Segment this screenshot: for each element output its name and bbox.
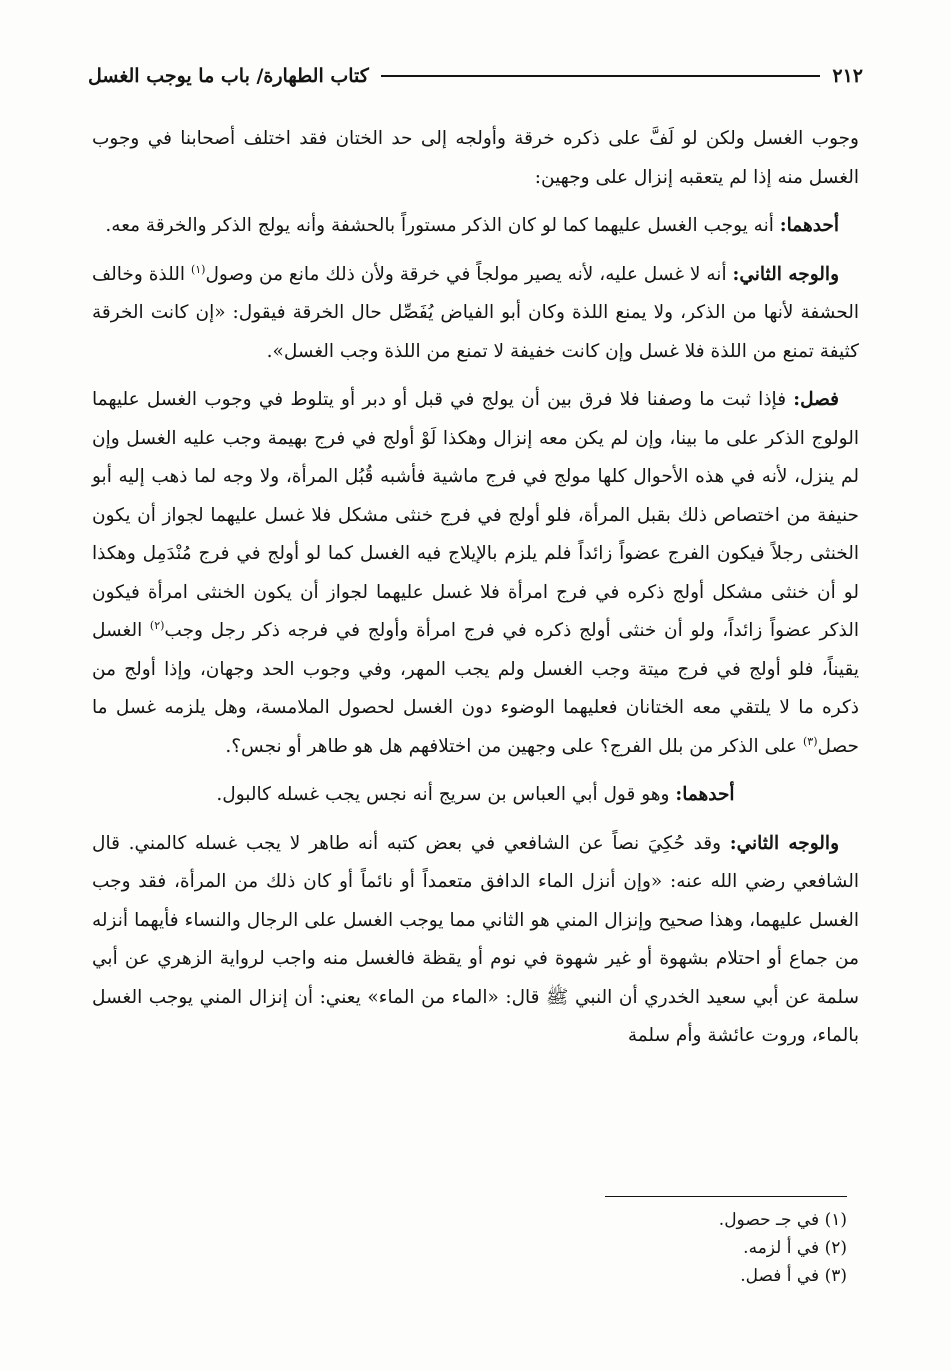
paragraph-lead: والوجه الثاني:: [729, 832, 839, 854]
paragraph-text: اللذة وخالف الحشفة لأنها من الذكر، ولا يمنع اللذة وكان أبو الفياض يُفَصِّل حال الخرقة فيقول: «إن كانت الخرقة كثيفة تمنع من اللذة فلا غسل وإن كانت خفيفة لا تمنع من اللذة وجب الغسل».: [92, 263, 859, 362]
paragraph-text: الغسل يقيناً، فلو أولج في فرج ميتة وجب الغسل ولم يجب المهر، وفي وجوب الحد وجهان، وإذا أولج من ذكره ما لا يلتقي معه الختانان فعليهما الوضوء دون الغسل لحصول الملامسة، وهل يلزمه غسل ما حصل: [92, 620, 859, 757]
footnotes: [92, 1206, 847, 1290]
paragraph-lead: أحدهما:: [675, 784, 735, 805]
paragraph-6: [92, 825, 859, 1056]
paragraph-text: على الذكر من بلل الفرج؟ على وجهين من اختلافهم هل هو طاهر أو نجس؟.: [225, 735, 803, 757]
paragraph-lead: أحدهما:: [779, 215, 839, 236]
footnote-3: (٣) في أ فصل.: [740, 1266, 847, 1286]
paragraph-lead: والوجه الثاني:: [732, 263, 840, 285]
running-header: [88, 56, 863, 96]
footnote-1: (١) في جـ حصول.: [718, 1210, 847, 1230]
paragraph-text: أنه لا غسل عليه، لأنه يصير مولجاً في خرقة ولأن ذلك مانع من وصول: [205, 263, 733, 285]
paragraph-1: وجوب الغسل ولكن لو لَفَّ على ذكره خرقة وأولجه إلى حد الختان فقد اختلف أصحابنا في وجوب الغسل منه إذا لم يتعقبه إنزال على وجهين:: [92, 128, 859, 188]
page-number: ٢١٢: [832, 65, 863, 87]
paragraph-text: أنه يوجب الغسل عليهما كما لو كان الذكر مستوراً بالحشفة وأنه يولج الذكر والخرقة معه.: [105, 215, 780, 236]
paragraph-3: [92, 256, 859, 372]
body-text: [92, 120, 859, 1066]
paragraph-5: [92, 776, 859, 815]
running-title: كتاب الطهارة/ باب ما يوجب الغسل: [88, 65, 369, 87]
paragraph-2: [92, 207, 859, 246]
footnote-ref-2[interactable]: (٢): [149, 618, 165, 632]
paragraph-4: [92, 381, 859, 766]
footnote-2: (٢) في أ لزمه.: [743, 1238, 847, 1258]
paragraph-text: فإذا ثبت ما وصفنا فلا فرق بين أن يولج في قبل أو دبر أو يتلوط في وجوب الغسل عليهما الولوج الذكر على ما بينا، وإن لم يكن معه إنزال وهكذا لَوْ أولج في فرج بهيمة وجب عليه الغسل وإن لم ينزل، لأنه في هذه الأحوال كلها مولج في فرج ماشية فأشبه قُبُل المرأة، ولا وجه لما ذهب إليه أبو حنيفة من اختصاص ذلك بقبل المرأة، فلو أولج في فرج خنثى مشكل فلا غسل عليهما لجواز أن يكون الخنثى رجلاً فيكون الفرج عضواً زائداً فلم يلزم بالإيلاج فيه الغسل كما لو أولج في فرج مُنْدَمِل وهكذا لو أن خنثى مشكل أولج ذكره في فرج امرأة فلا غسل عليهما لجواز أن يكون الخنثى امرأة فيكون الذكر عضواً زائداً، ولو أن خنثى أولج ذكره في فرج امرأة وأولج في فرجه ذكر رجل وجب: [92, 389, 859, 641]
paragraph-text: وقد حُكِيَ نصاً عن الشافعي في بعض كتبه أنه طاهر لا يجب غسله كالمني. قال الشافعي رضي الله عنه: «وإن أنزل الماء الدافق متعمداً أو نائماً أو كان ذلك من المرأة، فقد وجب الغسل عليهما، وهذا صحيح وإنزال المني هو الثاني مما يوجب الغسل على الرجال والنساء فأيهما أنزله من جماع أو احتلام بشهوة أو غير شهوة في نوم أو يقظة فالغسل منه واجب لرواية الزهري عن أبي سلمة عن أبي سعيد الخدري أن النبي ﷺ قال: «الماء من الماء» يعني: أن إنزال المني يوجب الغسل بالماء، وروت عائشة وأم سلمة: [92, 832, 859, 1046]
header-rule: [381, 75, 821, 77]
footnote-separator: [605, 1196, 847, 1197]
paragraph-lead: فصل:: [793, 389, 839, 410]
footnote-ref-1[interactable]: (١): [190, 262, 206, 276]
paragraph-text: وهو قول أبي العباس بن سريج أنه نجس يجب غسله كالبول.: [216, 784, 676, 805]
footnote-ref-3[interactable]: (٣): [802, 734, 818, 748]
